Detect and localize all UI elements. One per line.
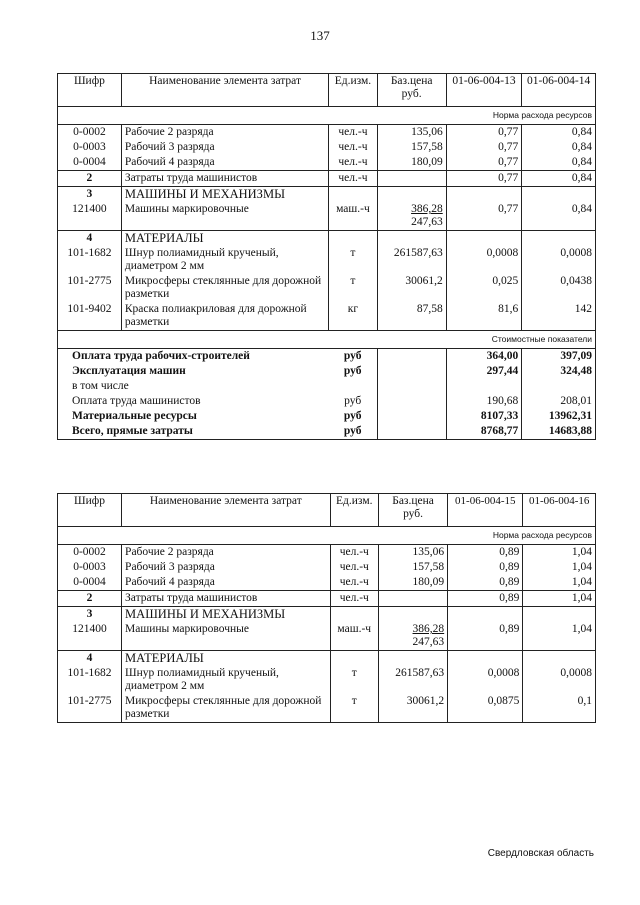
- header-code: Шифр: [58, 494, 122, 527]
- row-value-1: 0,77: [446, 171, 522, 187]
- header-code: Шифр: [58, 74, 122, 107]
- row-code: 0-0003: [58, 140, 122, 155]
- row-value-1: 0,89: [448, 575, 523, 591]
- row-code: 0-0004: [58, 155, 122, 171]
- row-price: 261587,63: [377, 246, 446, 274]
- row-code: 121400: [58, 202, 122, 231]
- table-row: [58, 171, 596, 187]
- norm-label-row: [58, 107, 596, 125]
- summary-row: [58, 394, 596, 409]
- summary-unit: [329, 379, 377, 394]
- summary-value-2: 208,01: [522, 394, 596, 409]
- row-price: 87,58: [377, 302, 446, 331]
- row-price: [378, 622, 447, 651]
- page-number: 137: [310, 28, 330, 43]
- row-price: 157,58: [377, 140, 446, 155]
- section-code: 3: [58, 607, 122, 623]
- row-name: Рабочие 2 разряда: [122, 545, 331, 561]
- table-row: [58, 591, 596, 607]
- row-value-2: 142: [522, 302, 596, 331]
- row-name: Затраты труда машинистов: [122, 591, 331, 607]
- row-unit: чел.-ч: [330, 591, 378, 607]
- summary-name: Всего, прямые затраты: [58, 424, 329, 440]
- row-unit: т: [329, 246, 377, 274]
- row-name: Шнур полиамидный крученый, диаметром 2 мм: [122, 666, 331, 694]
- row-value-2: 0,84: [522, 155, 596, 171]
- summary-value-1: 364,00: [446, 349, 522, 365]
- row-value-2: 0,84: [522, 140, 596, 155]
- header-name: Наименование элемента затрат: [121, 74, 328, 107]
- row-value-2: 1,04: [523, 545, 596, 561]
- summary-value-2: [522, 379, 596, 394]
- norm-label-row: [58, 527, 596, 545]
- row-name: Машины маркировочные: [121, 202, 328, 231]
- row-code: 121400: [58, 622, 122, 651]
- row-price: 30061,2: [378, 694, 447, 723]
- summary-row: [58, 379, 596, 394]
- section-title: МАТЕРИАЛЫ: [121, 231, 328, 247]
- row-price: 261587,63: [378, 666, 447, 694]
- row-value-1: 0,0875: [448, 694, 523, 723]
- summary-value-1: 297,44: [446, 364, 522, 379]
- row-value-1: 0,89: [448, 591, 523, 607]
- row-price: [378, 591, 447, 607]
- row-unit: чел.-ч: [330, 560, 378, 575]
- summary-row: [58, 424, 596, 440]
- row-value-2: 0,84: [522, 171, 596, 187]
- row-price: 135,06: [377, 125, 446, 141]
- summary-name: Материальные ресурсы: [58, 409, 329, 424]
- row-value-2: 1,04: [523, 591, 596, 607]
- row-value-1: 0,77: [446, 125, 522, 141]
- section-code: 3: [58, 187, 122, 203]
- table-row: [58, 125, 596, 141]
- row-unit: т: [329, 274, 377, 302]
- row-code: 101-2775: [58, 274, 122, 302]
- row-code: 0-0002: [58, 545, 122, 561]
- row-unit: чел.-ч: [330, 545, 378, 561]
- summary-value-2: 397,09: [522, 349, 596, 365]
- resource-table-2: [57, 493, 596, 723]
- header-col6: 01-06-004-16: [523, 494, 596, 527]
- header-col5: 01-06-004-13: [446, 74, 522, 107]
- header-name: Наименование элемента затрат: [122, 494, 331, 527]
- row-name: Рабочий 4 разряда: [122, 575, 331, 591]
- summary-value-2: 13962,31: [522, 409, 596, 424]
- row-price-main: 386,28: [411, 203, 443, 215]
- table-row: [58, 274, 596, 302]
- row-name: Затраты труда машинистов: [121, 171, 328, 187]
- row-name: Рабочий 3 разряда: [122, 560, 331, 575]
- row-unit: чел.-ч: [329, 155, 377, 171]
- row-code: 2: [58, 591, 122, 607]
- row-value-1: 0,89: [448, 622, 523, 651]
- row-price-secondary: 247,63: [412, 636, 445, 648]
- row-price: 30061,2: [377, 274, 446, 302]
- row-code: 101-1682: [58, 246, 122, 274]
- footer-region: Свердловская область: [487, 848, 594, 859]
- summary-name: Эксплуатация машин: [58, 364, 329, 379]
- row-code: 0-0004: [58, 575, 122, 591]
- row-name: Машины маркировочные: [122, 622, 331, 651]
- summary-row: [58, 349, 596, 365]
- row-code: 0-0003: [58, 560, 122, 575]
- section-code: 4: [58, 231, 122, 247]
- summary-unit: руб: [329, 364, 377, 379]
- row-value-1: 0,0008: [448, 666, 523, 694]
- header-price: Баз.цена руб.: [377, 74, 446, 107]
- summary-unit: руб: [329, 424, 377, 440]
- summary-row: [58, 409, 596, 424]
- row-name: Рабочий 4 разряда: [121, 155, 328, 171]
- row-unit: маш.-ч: [330, 622, 378, 651]
- summary-unit: руб: [329, 349, 377, 365]
- row-name: Микросферы стеклянные для дорожной разметки: [122, 694, 331, 723]
- summary-name: Оплата труда машинистов: [58, 394, 329, 409]
- row-value-2: 0,0008: [523, 666, 596, 694]
- row-unit: маш.-ч: [329, 202, 377, 231]
- row-unit: чел.-ч: [329, 171, 377, 187]
- summary-value-1: 8768,77: [446, 424, 522, 440]
- row-price-main: 386,28: [412, 623, 445, 635]
- row-value-1: 81,6: [446, 302, 522, 331]
- row-code: 101-9402: [58, 302, 122, 331]
- row-value-1: 0,0008: [446, 246, 522, 274]
- row-unit: чел.-ч: [330, 575, 378, 591]
- summary-unit: руб: [329, 409, 377, 424]
- table-row: [58, 246, 596, 274]
- row-value-2: 0,1: [523, 694, 596, 723]
- row-value-1: 0,77: [446, 155, 522, 171]
- row-value-2: 0,0008: [522, 246, 596, 274]
- row-value-2: 0,0438: [522, 274, 596, 302]
- table-row: [58, 694, 596, 723]
- table-row: [58, 140, 596, 155]
- section-row: [58, 231, 596, 247]
- summary-unit: руб: [329, 394, 377, 409]
- row-code: 101-2775: [58, 694, 122, 723]
- summary-value-1: [446, 379, 522, 394]
- header-unit: Ед.изм.: [329, 74, 377, 107]
- row-name: Микросферы стеклянные для дорожной разметки: [121, 274, 328, 302]
- summary-value-2: 14683,88: [522, 424, 596, 440]
- row-price-secondary: 247,63: [411, 216, 443, 228]
- norm-label: Норма расхода ресурсов: [58, 107, 596, 125]
- table-row: [58, 202, 596, 231]
- row-name: Рабочие 2 разряда: [121, 125, 328, 141]
- row-value-1: 0,89: [448, 560, 523, 575]
- row-value-2: 1,04: [523, 575, 596, 591]
- row-unit: т: [330, 666, 378, 694]
- row-unit: чел.-ч: [329, 125, 377, 141]
- row-value-1: 0,77: [446, 140, 522, 155]
- row-value-2: 1,04: [523, 622, 596, 651]
- row-value-1: 0,77: [446, 202, 522, 231]
- summary-value-1: 190,68: [446, 394, 522, 409]
- table-header-row: [58, 494, 596, 527]
- section-row: [58, 607, 596, 623]
- table-row: [58, 302, 596, 331]
- row-unit: чел.-ч: [329, 140, 377, 155]
- row-value-2: 0,84: [522, 202, 596, 231]
- row-code: 2: [58, 171, 122, 187]
- table-header-row: [58, 74, 596, 107]
- cost-label-row: [58, 331, 596, 349]
- row-price: 135,06: [378, 545, 447, 561]
- section-row: [58, 187, 596, 203]
- cost-label: Стоимостные показатели: [58, 331, 596, 349]
- row-value-1: 0,89: [448, 545, 523, 561]
- section-title: МАШИНЫ И МЕХАНИЗМЫ: [121, 187, 328, 203]
- row-value-2: 0,84: [522, 125, 596, 141]
- summary-name: Оплата труда рабочих-строителей: [58, 349, 329, 365]
- row-name: Краска полиакриловая для дорожной разметки: [121, 302, 328, 331]
- row-price: 180,09: [377, 155, 446, 171]
- summary-value-2: 324,48: [522, 364, 596, 379]
- row-code: 0-0002: [58, 125, 122, 141]
- row-price: 157,58: [378, 560, 447, 575]
- row-value-1: 0,025: [446, 274, 522, 302]
- section-title: МАТЕРИАЛЫ: [122, 651, 331, 667]
- table-row: [58, 560, 596, 575]
- section-row: [58, 651, 596, 667]
- header-unit: Ед.изм.: [330, 494, 378, 527]
- table-row: [58, 155, 596, 171]
- table-row: [58, 666, 596, 694]
- row-name: Рабочий 3 разряда: [121, 140, 328, 155]
- row-price: [377, 171, 446, 187]
- summary-row: [58, 364, 596, 379]
- table-row: [58, 545, 596, 561]
- row-price: [377, 202, 446, 231]
- row-price: 180,09: [378, 575, 447, 591]
- row-code: 101-1682: [58, 666, 122, 694]
- header-price: Баз.цена руб.: [378, 494, 447, 527]
- section-title: МАШИНЫ И МЕХАНИЗМЫ: [122, 607, 331, 623]
- header-col5: 01-06-004-15: [448, 494, 523, 527]
- summary-name: в том числе: [58, 379, 329, 394]
- section-code: 4: [58, 651, 122, 667]
- header-col6: 01-06-004-14: [522, 74, 596, 107]
- summary-value-1: 8107,33: [446, 409, 522, 424]
- resource-table-1: [57, 73, 596, 440]
- norm-label: Норма расхода ресурсов: [58, 527, 596, 545]
- row-unit: т: [330, 694, 378, 723]
- table-row: [58, 622, 596, 651]
- row-unit: кг: [329, 302, 377, 331]
- table-row: [58, 575, 596, 591]
- row-name: Шнур полиамидный крученый, диаметром 2 мм: [121, 246, 328, 274]
- row-value-2: 1,04: [523, 560, 596, 575]
